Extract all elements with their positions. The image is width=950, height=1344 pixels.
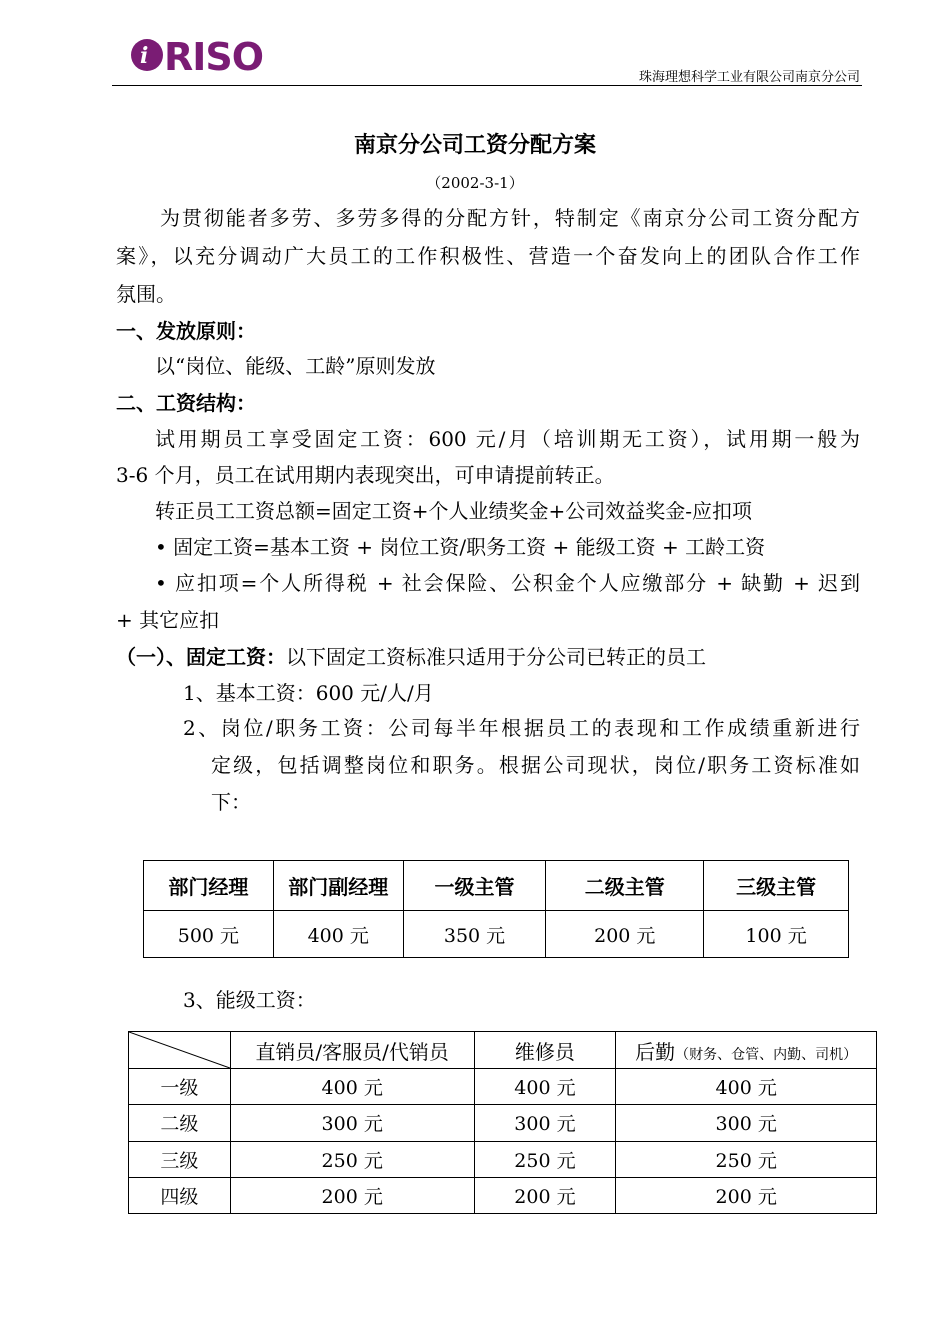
item-level-salary: 3、能级工资： bbox=[183, 988, 316, 1012]
table-header-row bbox=[144, 861, 849, 911]
riso-logo bbox=[128, 34, 268, 76]
item-position-salary-line-2: 定级，包括调整岗位和职务。根据公司现状，岗位/职务工资标准如 bbox=[211, 753, 860, 777]
table-header-cell: 二级主管 bbox=[546, 861, 704, 911]
logistics-note: （财务、仓管、内勤、司机） bbox=[675, 1046, 858, 1063]
item-position-salary-line-1: 2、岗位/职务工资：公司每半年根据员工的表现和工作成绩重新进行 bbox=[183, 716, 860, 740]
deductions-bullet-line-2: + 其它应扣 bbox=[116, 608, 220, 632]
probation-line-1: 试用期员工享受固定工资：600 元/月（培训期无工资），试用期一般为 bbox=[155, 427, 860, 451]
salary-formula: 转正员工工资总额=固定工资+个人业绩奖金+公司效益奖金-应扣项 bbox=[155, 499, 753, 523]
table-header-cell: 一级主管 bbox=[403, 861, 546, 911]
level-label: 一级 bbox=[129, 1069, 231, 1105]
table-header-cell: 直销员/客服员/代销员 bbox=[230, 1032, 474, 1069]
intro-line-2: 案》，以充分调动广大员工的工作积极性、营造一个奋发向上的团队合作工作 bbox=[116, 244, 860, 268]
table-cell: 250 元 bbox=[474, 1141, 616, 1177]
document-date: （2002-3-1） bbox=[426, 174, 524, 192]
position-salary-table bbox=[143, 860, 849, 958]
item-basic-salary: 1、基本工资：600 元/人/月 bbox=[183, 681, 434, 705]
table-header-cell bbox=[616, 1032, 877, 1069]
intro-line-1: 为贯彻能者多劳、多劳多得的分配方针，特制定《南京分公司工资分配方 bbox=[160, 206, 860, 230]
table-cell: 400 元 bbox=[230, 1069, 474, 1105]
table-row bbox=[144, 911, 849, 958]
table-cell: 100 元 bbox=[704, 911, 849, 958]
table-cell: 500 元 bbox=[144, 911, 274, 958]
table-cell: 350 元 bbox=[403, 911, 546, 958]
table-row bbox=[129, 1105, 877, 1141]
section1-heading: 一、发放原则： bbox=[116, 319, 256, 343]
intro-line-3: 氛围。 bbox=[116, 282, 176, 306]
document-title: 南京分公司工资分配方案 bbox=[353, 133, 596, 158]
table-cell: 300 元 bbox=[616, 1105, 877, 1141]
table-cell: 300 元 bbox=[230, 1105, 474, 1141]
table-row bbox=[129, 1177, 877, 1213]
header-divider bbox=[112, 85, 862, 86]
item-position-salary-line-3: 下： bbox=[211, 790, 251, 814]
logistics-label: 后勤 bbox=[635, 1039, 676, 1064]
table-cell: 250 元 bbox=[616, 1141, 877, 1177]
level-label: 二级 bbox=[129, 1105, 231, 1141]
fixed-salary-text: 以下固定工资标准只适用于分公司已转正的员工 bbox=[286, 645, 706, 669]
diagonal-header-cell bbox=[129, 1032, 231, 1069]
probation-line-2: 3-6 个月，员工在试用期内表现突出，可申请提前转正。 bbox=[116, 463, 615, 487]
table-header-cell: 部门副经理 bbox=[273, 861, 403, 911]
table-cell: 200 元 bbox=[230, 1177, 474, 1213]
level-label: 三级 bbox=[129, 1141, 231, 1177]
level-label: 四级 bbox=[129, 1177, 231, 1213]
table-header-cell: 部门经理 bbox=[144, 861, 274, 911]
svg-text:i: i bbox=[140, 43, 149, 69]
table-header-cell: 维修员 bbox=[474, 1032, 616, 1069]
table-cell: 400 元 bbox=[474, 1069, 616, 1105]
svg-text:RISO: RISO bbox=[164, 35, 264, 76]
table-cell: 400 元 bbox=[273, 911, 403, 958]
fixed-salary-bullet: • 固定工资=基本工资 + 岗位工资/职务工资 + 能级工资 + 工龄工资 bbox=[155, 535, 766, 559]
level-salary-table bbox=[128, 1031, 877, 1214]
fixed-salary-heading: （一）、固定工资： bbox=[116, 645, 286, 669]
section1-text: 以“岗位、能级、工龄”原则发放 bbox=[155, 354, 436, 378]
fixed-salary-heading-line bbox=[116, 641, 706, 670]
table-row bbox=[129, 1069, 877, 1105]
table-cell: 400 元 bbox=[616, 1069, 877, 1105]
table-cell: 200 元 bbox=[474, 1177, 616, 1213]
table-cell: 250 元 bbox=[230, 1141, 474, 1177]
header-company: 珠海理想科学工业有限公司南京分公司 bbox=[638, 70, 860, 85]
diagonal-line bbox=[129, 1032, 230, 1068]
table-cell: 300 元 bbox=[474, 1105, 616, 1141]
table-row bbox=[129, 1141, 877, 1177]
table-header-cell: 三级主管 bbox=[704, 861, 849, 911]
deductions-bullet-line-1: • 应扣项=个人所得税 + 社会保险、公积金个人应缴部分 + 缺勤 + 迟到 bbox=[155, 571, 860, 595]
table-cell: 200 元 bbox=[546, 911, 704, 958]
section2-heading: 二、工资结构： bbox=[116, 391, 256, 415]
table-header-row bbox=[129, 1032, 877, 1069]
table-cell: 200 元 bbox=[616, 1177, 877, 1213]
